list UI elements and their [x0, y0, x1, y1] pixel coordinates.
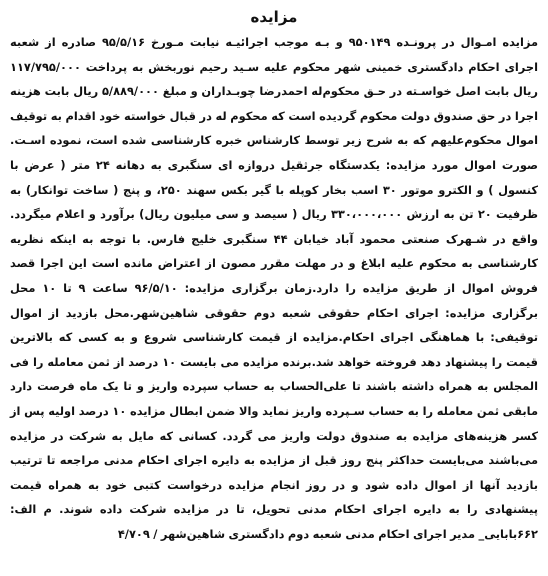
notice-body: مزایده امـوال در پرونـده ۹۵۰۱۴۹ و بـه موجب اجرائیـه نیابت مـورخ ۹۵/۵/۱۶ صادره از شعبه اجرای احکام دادگستری خمینی شهر محکوم علیه سـید رحیم نوربخش به پرداخت ۱۱۷/۷۹۵/۰۰۰ ریال بابت اصل خواسـته در حـق محکوم‌له احمدرضا چوبـداران و مبلغ ۵/۸۸۹/۰۰۰ ریال بابت هزینه اجرا در حق صندوق دولت محکوم گردیده است که محکوم له در قبال خواسته خود اقدام به توقیف اموال محکوم‌علیهم که به شرح زیر توسط کارشناس خبره کارشناسی شده است، نموده اسـت. صورت اموال مورد مزایده: یکدستگاه جرثقیل دروازه ای سنگبری به دهانه ۲۴ متر ( عرض با کنسول ) و الکترو موتور ۳۰ اسب بخار کوپله با گیر بکس سهند ۲۵۰، و پنج ( ساخت توانکار) به ظرفیت ۲۰ تن به ارزش ۳۳۰،۰۰۰،۰۰۰ ریال ( سیصد و سی میلیون ریال) برآورد و اعلام میگردد. واقع در شـهرک صنعتی محمود آباد خیابان ۴۴ سنگبری خلیج فارس. با توجه به اینکه نظریه کارشناسی به محکوم علیه ابلاغ و در مهلت مقرر مصون از اعتراض مانده است این اجرا قصد فروش اموال از طریق مزایده را دارد.زمان برگزاری مزایده: ۹۶/۵/۱۰ ساعت ۹ تا ۱۰ محل برگزاری مزایده: اجرای احکام حقوقی شعبه دوم حقوقی شاهین‌شهر.محل بازدید از اموال توقیفی: با هماهنگی اجرای احکام.مزایده از قیمت کارشناسی شروع و به کسی که بالاترین قیمت را پیشنهاد دهد فروخته خواهد شد.برنده مزایده می بایست ۱۰ درصد از ثمن معامله را فی المجلس به همراه داشته باشند تا علی‌الحساب به حساب سپرده واریز و تا یک ماه فرصت دارد مابقی ثمن معامله را به حساب سـپرده واریز نماید والا ضمن ابطال مزایده ۱۰ درصد اولیه پس از کسر هزینه‌های مزایده به صندوق دولت واریز می گردد. کسانی که مایل به شرکت در مزایده می‌باشند می‌بایست حداکثر پنج روز قبل از مزایده به دایره اجرای احکام مدنی مراجعه تا ترتیب بازدید آنها از اموال داده شود و در روز انجام مزایده درخواست کتبی خود به همراه قیمت پیشنهادی را به دایره اجرای احکام مدنی تحویل، تا در مزایده شرکت داده شوند. م الف: ۶۶۲بابایی_ مدیر اجرای احکام مدنی شعبه دوم دادگستری شاهین‌شهر / ۴/۷۰۹	[10, 35, 538, 541]
notice-title: مزایده	[250, 8, 298, 26]
